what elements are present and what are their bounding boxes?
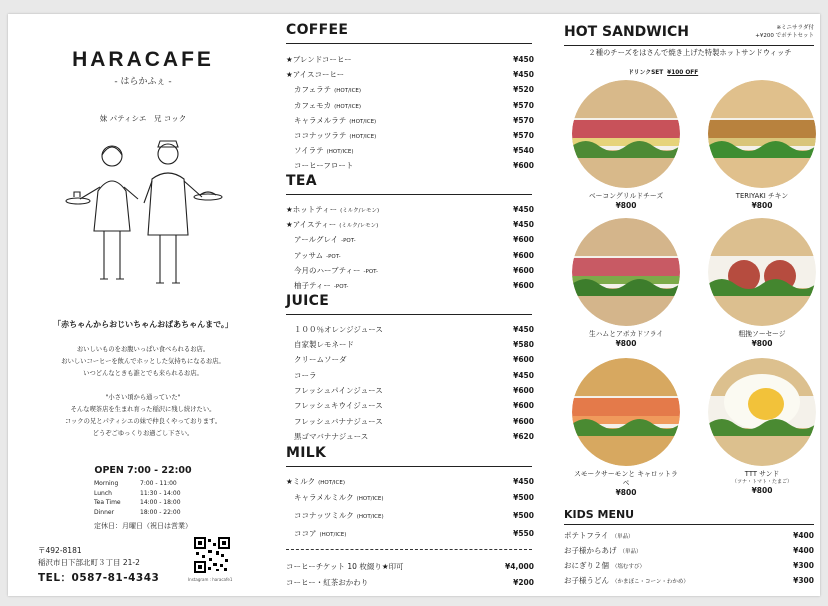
staff-illustration xyxy=(56,129,226,304)
kids-menu-item xyxy=(564,560,814,574)
menu-item-name xyxy=(286,100,513,111)
postal-code: 〒492-8181 xyxy=(38,546,82,555)
item-option: (HOT/ICE) xyxy=(334,104,362,110)
man-plate xyxy=(194,194,222,200)
sandwich-name: TTT サンド xyxy=(744,470,780,478)
item-label: ★アイスティー xyxy=(286,220,337,229)
staff-caption: 妹 パティシエ 兄 コック xyxy=(99,114,187,123)
item-option: (HOT/ICE) xyxy=(319,532,347,538)
item-option: (HOT/ICE) xyxy=(334,88,362,94)
menu-item-price: ¥400 xyxy=(793,546,814,555)
address: 稲沢市日下部北町３丁目 21-2 xyxy=(38,558,140,567)
menu-item-price: ¥570 xyxy=(513,131,534,140)
menu-item-price: ¥300 xyxy=(793,576,814,585)
menu-item xyxy=(286,84,534,98)
menu-item xyxy=(286,54,534,68)
item-label: キャラメルミルク xyxy=(294,493,354,502)
sandwich-name: ベーコングリルドチーズ xyxy=(588,192,664,200)
menu-item xyxy=(286,476,534,490)
sandwich-name: 粗挽ソーセージ xyxy=(738,330,786,338)
hours-label: Tea Time xyxy=(94,499,121,506)
menu-item-name xyxy=(564,545,793,556)
sandwich-price: ¥800 xyxy=(751,339,773,348)
section-rule xyxy=(286,466,532,467)
sandwich-card xyxy=(572,80,680,211)
item-label: 黒ゴマバナナジュース xyxy=(294,432,369,441)
menu-item-name xyxy=(286,492,513,503)
sandwich-caption xyxy=(572,192,680,211)
intro-line: そんな喫茶店を生まれ育った稲沢に残し続けたい。 xyxy=(70,406,216,413)
menu-item xyxy=(286,385,534,399)
hours-label: Dinner xyxy=(94,508,115,516)
menu-item-name xyxy=(286,528,513,539)
menu-item-price: ¥570 xyxy=(513,116,534,125)
item-option: (HOT/ICE) xyxy=(349,119,377,125)
hours-value: 7:00 - 11:00 xyxy=(140,480,177,487)
item-label: ★アイスコーヒー xyxy=(286,70,345,79)
menu-item xyxy=(286,510,534,524)
woman-apron xyxy=(94,181,130,231)
menu-item-name xyxy=(286,115,513,126)
section-heading-milk: MILK xyxy=(286,445,327,461)
drink-set-label: ドリンクSET xyxy=(628,70,664,76)
intro-line: コックの兄とパティシエの妹で仲良くやっております。 xyxy=(64,418,222,425)
drink-set-offer xyxy=(628,67,698,76)
menu-item-price: ¥500 xyxy=(513,493,534,502)
item-option: (HOT/ICE) xyxy=(349,134,377,140)
item-option: （かまぼこ・コーン・わかめ） xyxy=(612,579,689,585)
item-option: -POT- xyxy=(326,254,341,260)
menu-item-price: ¥500 xyxy=(513,511,534,520)
menu-item-price: ¥520 xyxy=(513,85,534,94)
woman-legs xyxy=(100,231,124,279)
hours-label: Lunch xyxy=(94,489,112,497)
kids-menu-item xyxy=(564,530,814,544)
man-legs xyxy=(156,235,180,283)
menu-item-price: ¥600 xyxy=(513,251,534,260)
menu-item-name xyxy=(286,385,513,396)
extra-item xyxy=(286,577,534,591)
item-label: カフェラテ xyxy=(294,85,332,94)
menu-item-name xyxy=(286,370,513,381)
item-option: (HOT/ICE) xyxy=(356,514,384,520)
menu-item-name xyxy=(286,280,513,291)
hours-value: 11:30 - 14:00 xyxy=(140,489,181,497)
menu-item xyxy=(286,431,534,445)
section-rule xyxy=(564,45,814,46)
menu-item xyxy=(286,160,534,174)
menu-item-name xyxy=(286,160,513,171)
menu-item-name xyxy=(286,431,513,442)
menu-item xyxy=(286,234,534,248)
item-option: (ミルク/レモン) xyxy=(339,223,379,229)
item-label: ココア xyxy=(294,529,317,538)
item-option: -POT- xyxy=(341,238,356,244)
intro-block-1 xyxy=(8,344,278,380)
section-rule xyxy=(286,314,532,315)
dashed-divider xyxy=(286,549,532,550)
hours-row xyxy=(94,508,181,518)
sandwich-card xyxy=(708,218,816,349)
menu-item-price: ¥450 xyxy=(513,371,534,380)
menu-item-name xyxy=(286,476,513,487)
menu-item-price: ¥600 xyxy=(513,281,534,290)
menu-item-price: ¥620 xyxy=(513,432,534,441)
item-label: アッサム xyxy=(294,251,324,260)
menu-item xyxy=(286,219,534,233)
menu-item-name xyxy=(286,250,513,261)
menu-item xyxy=(286,204,534,218)
item-option: -POT- xyxy=(333,284,349,290)
menu-item-price: ¥600 xyxy=(513,401,534,410)
sandwich-price: ¥800 xyxy=(615,339,637,348)
sandwich-caption xyxy=(572,470,680,498)
intro-line: いつどんなときも誰とでも来られるお店。 xyxy=(83,370,203,377)
menu-item-name xyxy=(286,339,513,350)
instagram-handle: Instagram : haracafe1 xyxy=(188,577,233,582)
menu-item-name xyxy=(286,324,513,335)
sandwich-price: ¥800 xyxy=(615,201,637,210)
sandwich-caption xyxy=(708,192,816,211)
menu-item-price: ¥600 xyxy=(513,386,534,395)
section-rule xyxy=(564,524,814,525)
menu-item-name xyxy=(286,234,513,245)
woman-tray xyxy=(66,198,90,204)
sandwich-caption xyxy=(708,470,816,496)
qr-code-icon xyxy=(194,537,230,573)
menu-item-name xyxy=(564,530,793,541)
menu-item xyxy=(286,339,534,353)
set-note-line: ※ミニサラダ付 xyxy=(776,25,814,31)
sandwich-name: スモークサーモンと キャロットラペ xyxy=(574,470,678,487)
intro-block-2 xyxy=(8,392,278,440)
closed-day: 定休日：月曜日（祝日は営業） xyxy=(94,522,192,530)
item-option: (ミルク/レモン) xyxy=(340,208,380,214)
menu-item-name xyxy=(286,265,513,276)
sandwich-photo xyxy=(572,80,680,188)
menu-item xyxy=(286,69,534,83)
item-option: （単品） xyxy=(611,534,634,540)
extra-item-price: ¥4,000 xyxy=(505,562,534,571)
menu-item-price: ¥550 xyxy=(513,529,534,538)
menu-item-price: ¥600 xyxy=(513,235,534,244)
kids-menu-item xyxy=(564,545,814,559)
menu-item xyxy=(286,265,534,279)
open-hours: OPEN 7:00 - 22:00 xyxy=(94,465,192,476)
woman-head xyxy=(102,146,122,166)
menu-item-price: ¥450 xyxy=(513,55,534,64)
menu-item xyxy=(286,370,534,384)
item-label: クリームソーダ xyxy=(294,355,347,364)
menu-item-price: ¥450 xyxy=(513,477,534,486)
item-label: フレッシュキウイジュース xyxy=(294,401,383,410)
menu-item-name xyxy=(286,219,513,230)
menu-item-name xyxy=(286,354,513,365)
section-rule xyxy=(286,194,532,195)
menu-item-price: ¥400 xyxy=(793,531,814,540)
sandwich-price: ¥800 xyxy=(615,488,637,497)
sandwich-caption xyxy=(572,330,680,349)
hours-label: Morning xyxy=(94,480,119,487)
set-note-line: +¥200 でポテトセット xyxy=(755,33,814,39)
hours-row xyxy=(94,489,181,499)
item-label: お子様うどん xyxy=(564,576,609,585)
menu-item-price: ¥600 xyxy=(513,266,534,275)
menu-item-price: ¥450 xyxy=(513,70,534,79)
sandwich-detail: （ツナ・トマト・たまご） xyxy=(731,479,792,485)
item-label: おにぎり２個 xyxy=(564,561,609,570)
menu-sheet xyxy=(8,14,820,596)
menu-item-price: ¥450 xyxy=(513,325,534,334)
menu-item-price: ¥540 xyxy=(513,146,534,155)
menu-item-price: ¥600 xyxy=(513,417,534,426)
menu-item-name xyxy=(286,54,513,65)
man-apron xyxy=(148,173,188,235)
hours-row xyxy=(94,498,181,508)
sandwich-photo xyxy=(572,218,680,326)
menu-item xyxy=(286,324,534,338)
woman-arms xyxy=(80,187,138,199)
extra-item-price: ¥200 xyxy=(513,578,534,587)
menu-item-price: ¥570 xyxy=(513,101,534,110)
menu-item xyxy=(286,354,534,368)
menu-item-name xyxy=(286,130,513,141)
kids-menu-heading: KIDS MENU xyxy=(564,508,635,521)
menu-item xyxy=(286,115,534,129)
item-option: -POT- xyxy=(363,269,379,275)
menu-item xyxy=(286,280,534,294)
menu-item-name xyxy=(286,416,513,427)
section-heading-tea: TEA xyxy=(286,173,317,189)
hot-sandwich-heading: HOT SANDWICH xyxy=(564,24,689,40)
menu-item xyxy=(286,100,534,114)
item-label: フレッシュパインジュース xyxy=(294,386,383,395)
sandwich-price: ¥800 xyxy=(751,486,773,495)
item-label: コーラ xyxy=(294,371,317,380)
item-label: ★ブレンドコーヒー xyxy=(286,55,352,64)
sandwich-card xyxy=(572,358,680,498)
item-label: １００％オレンジジュース xyxy=(294,325,383,334)
item-label: ★ミルク xyxy=(286,477,316,486)
menu-item-price: ¥450 xyxy=(513,220,534,229)
menu-item-name xyxy=(286,84,513,95)
sandwich-name: 生ハムとアボカドフライ xyxy=(588,330,664,338)
menu-item xyxy=(286,492,534,506)
intro-line: おいしいコーヒーを飲んでホッとした気持ちになるお店。 xyxy=(61,358,225,365)
item-label: お子様からあげ xyxy=(564,546,617,555)
menu-item-name xyxy=(286,69,513,80)
hours-row xyxy=(94,479,181,489)
menu-item-price: ¥300 xyxy=(793,561,814,570)
set-note xyxy=(755,24,814,40)
menu-item xyxy=(286,145,534,159)
extra-item xyxy=(286,561,534,575)
menu-item-name xyxy=(286,510,513,521)
item-label: ★ホットティー xyxy=(286,205,338,214)
extra-item-name: コーヒーチケット 10 枚綴り★印可 xyxy=(286,562,404,571)
menu-item xyxy=(286,130,534,144)
drink-set-discount: ¥100 OFF xyxy=(667,70,699,76)
sandwich-photo xyxy=(708,218,816,326)
brand-reading: - はらかふぇ - xyxy=(114,77,172,87)
menu-item-name xyxy=(286,145,513,156)
sandwich-card xyxy=(708,358,816,496)
item-option: (HOT/ICE) xyxy=(356,496,384,502)
intro-line: おいしいものをお腹いっぱい食べられるお店。 xyxy=(76,346,210,353)
menu-item-price: ¥450 xyxy=(513,205,534,214)
item-label: 今月のハーブティー xyxy=(294,266,361,275)
menu-item-name xyxy=(564,560,793,571)
menu-item-name xyxy=(286,400,513,411)
section-rule xyxy=(286,43,532,44)
sandwich-name: TERIYAKI チキン xyxy=(735,192,789,200)
sandwich-photo xyxy=(708,358,816,466)
item-label: アールグレイ xyxy=(294,235,339,244)
item-option: (HOT/ICE) xyxy=(326,149,354,155)
man-arms xyxy=(144,181,202,203)
item-label: ソイラテ xyxy=(294,146,324,155)
menu-item-price: ¥600 xyxy=(513,161,534,170)
tagline: 「赤ちゃんからおじいちゃんおばあちゃんまで。」 xyxy=(53,320,233,329)
hot-sandwich-description: ２種のチーズをはさんで焼き上げた特製ホットサンドウィッチ xyxy=(588,48,792,57)
menu-item xyxy=(286,528,534,542)
sandwich-price: ¥800 xyxy=(751,201,773,210)
item-option: （単品） xyxy=(619,549,642,555)
sandwich-photo xyxy=(708,80,816,188)
item-label: ココナッツラテ xyxy=(294,131,347,140)
item-label: コーヒーフロート xyxy=(294,161,354,170)
kids-menu-item xyxy=(564,575,814,589)
item-label: フレッシュバナナジュース xyxy=(294,417,383,426)
intro-line: "小さい頃から通っていた" xyxy=(105,394,181,401)
item-label: ココナッツミルク xyxy=(294,511,354,520)
hours-value: 14:00 - 18:00 xyxy=(140,499,181,506)
section-heading-coffee: COFFEE xyxy=(286,22,349,38)
sandwich-card xyxy=(572,218,680,349)
item-label: キャラメルラテ xyxy=(294,116,347,125)
item-label: 自家製レモネード xyxy=(294,340,354,349)
brand-name: HARACAFE xyxy=(72,48,214,71)
item-option: (HOT/ICE) xyxy=(318,480,345,486)
item-label: 柚子ティー xyxy=(294,281,331,290)
hours-table xyxy=(94,479,181,517)
menu-item xyxy=(286,416,534,430)
cup-icon xyxy=(74,192,80,197)
menu-item-price: ¥600 xyxy=(513,355,534,364)
intro-line: どうぞごゆっくりお過ごし下さい。 xyxy=(92,430,194,437)
menu-item-name xyxy=(564,575,793,586)
extra-item-name: コーヒー・紅茶おかわり xyxy=(286,578,369,587)
section-heading-juice: JUICE xyxy=(286,293,330,309)
menu-item xyxy=(286,400,534,414)
hours-value: 18:00 - 22:00 xyxy=(140,508,181,516)
item-option: （塩むすび） xyxy=(612,564,646,570)
item-label: ポテトフライ xyxy=(564,531,609,540)
menu-item xyxy=(286,250,534,264)
item-label: カフェモカ xyxy=(294,101,332,110)
phone-number: TEL：0587-81-4343 xyxy=(38,572,160,584)
menu-item-name xyxy=(286,204,513,215)
sandwich-photo xyxy=(572,358,680,466)
menu-item-price: ¥580 xyxy=(513,340,534,349)
sandwich-card xyxy=(708,80,816,211)
sandwich-caption xyxy=(708,330,816,349)
